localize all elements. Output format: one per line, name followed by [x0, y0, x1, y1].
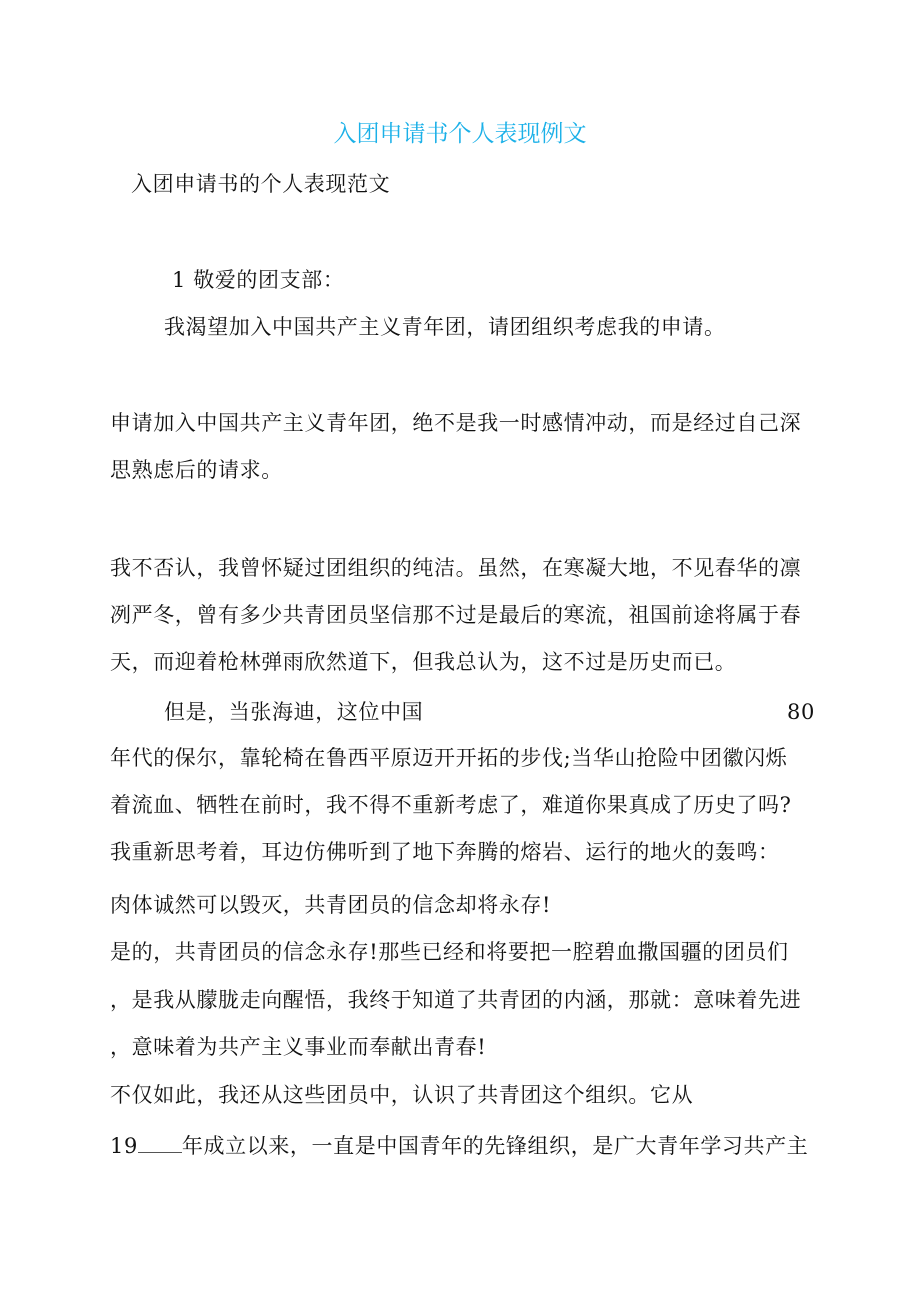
paragraph-line: 我重新思考着，耳边仿佛听到了地下奔腾的熔岩、运行的地火的轰鸣：	[110, 840, 780, 864]
line-text: 年成立以来，一直是中国青年的先锋组织，是广大青年学习共产主	[181, 1134, 809, 1158]
fill-in-blank	[138, 1134, 182, 1153]
subtitle: 入团申请书的个人表现范文	[131, 172, 391, 196]
document-title: 入团申请书个人表现例文	[333, 121, 587, 147]
paragraph-line: 思熟虑后的请求。	[110, 458, 283, 482]
paragraph-line: 不仅如此，我还从这些团员中，认识了共青团这个组织。它从	[110, 1083, 694, 1107]
paragraph-line: ，意味着为共产主义事业而奉献出青春!	[110, 1035, 487, 1059]
paragraph-line: 我渴望加入中国共产主义青年团，请团组织考虑我的申请。	[164, 315, 726, 339]
salutation: 1 敬爱的团支部：	[172, 268, 345, 292]
paragraph-line: 肉体诚然可以毁灭，共青团员的信念却将永存!	[110, 893, 552, 917]
paragraph-line: 天，而迎着枪林弹雨欣然道下，但我总认为，这不过是历史而已。	[110, 650, 737, 674]
year-prefix: 19	[110, 1134, 138, 1158]
paragraph-line	[110, 1133, 808, 1159]
paragraph-line: 但是，当张海迪，这位中国	[164, 700, 424, 724]
paragraph-line: 是的，共青团员的信念永存!那些已经和将要把一腔碧血撒国疆的团员们	[110, 940, 789, 964]
paragraph-line: ，是我从朦胧走向醒悟，我终于知道了共青团的内涵，那就：意味着先进	[110, 988, 802, 1012]
paragraph-line: 我不否认，我曾怀疑过团组织的纯洁。虽然，在寒凝大地，不见春华的凛	[110, 556, 802, 580]
paragraph-line: 冽严冬，曾有多少共青团员坚信那不过是最后的寒流，祖国前途将属于春	[110, 603, 802, 627]
paragraph-line: 申请加入中国共产主义青年团，绝不是我一时感情冲动，而是经过自己深	[110, 411, 802, 435]
paragraph-line: 年代的保尔，靠轮椅在鲁西平原迈开开拓的步伐;当华山抢险中团徽闪烁	[110, 746, 788, 770]
paragraph-line-number: 80	[787, 700, 815, 724]
paragraph-line: 着流血、牺牲在前时，我不得不重新考虑了，难道你果真成了历史了吗?	[110, 793, 792, 817]
